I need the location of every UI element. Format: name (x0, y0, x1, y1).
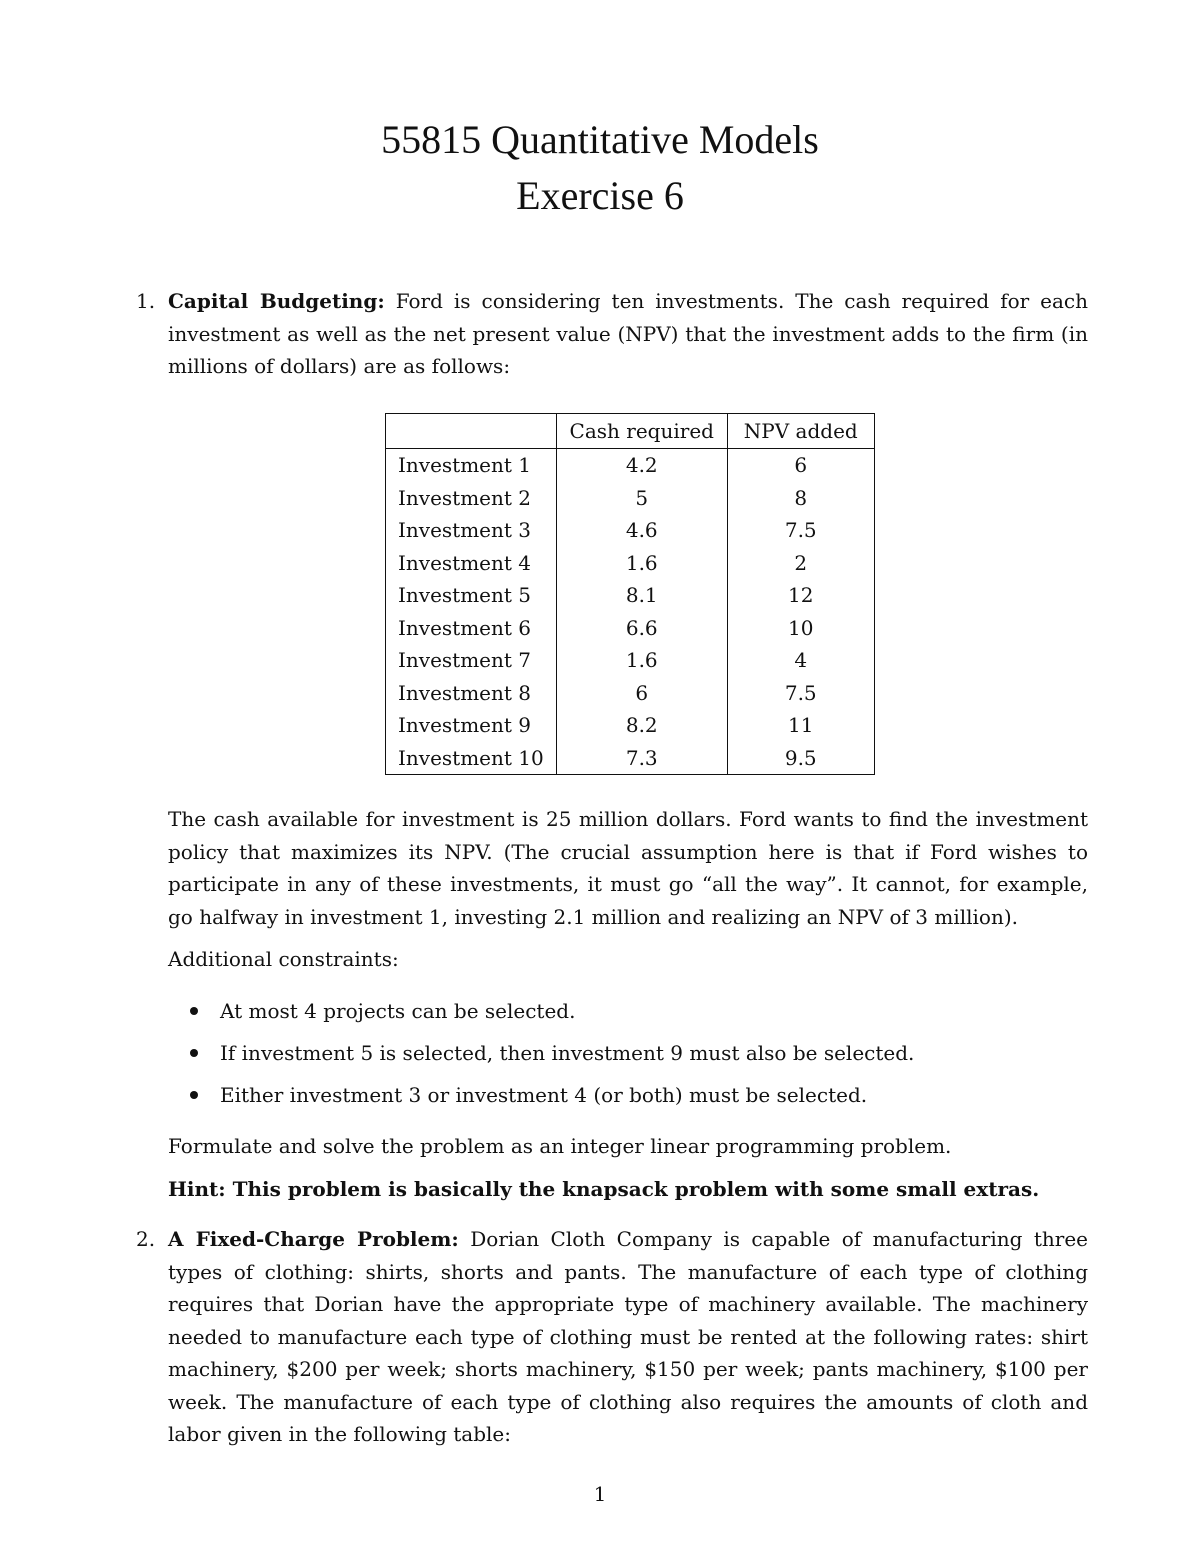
table-row (386, 742, 875, 775)
table-cell: 11 (727, 709, 874, 742)
table-cell: 8.2 (556, 709, 727, 742)
problem-1-number: 1. (136, 289, 156, 313)
table-cell: 6.6 (556, 612, 727, 645)
table-cell: 2 (727, 547, 874, 580)
constraint-text: Either investment 3 or investment 4 (or both) must be selected. (220, 1083, 868, 1107)
bullet-icon (190, 1007, 198, 1015)
table-cell: 4.6 (556, 514, 727, 547)
table-row (386, 482, 875, 515)
problem-1-intro (168, 285, 1088, 383)
table-cell: 1.6 (556, 547, 727, 580)
table-row (386, 677, 875, 710)
table-cell: Investment 3 (386, 514, 557, 547)
document-subtitle: Exercise 6 (516, 173, 684, 218)
table-cell: 6 (556, 677, 727, 710)
table-cell: Investment 2 (386, 482, 557, 515)
problem-1-instruction: Formulate and solve the problem as an integer linear programming problem. (168, 1134, 952, 1158)
table-cell: 6 (727, 449, 874, 482)
list-item (190, 995, 1090, 1037)
table-row (386, 449, 875, 482)
table-cell: Investment 4 (386, 547, 557, 580)
table-cell: 7.5 (727, 677, 874, 710)
table-cell: 7.3 (556, 742, 727, 775)
problem-2-heading: A Fixed-Charge Problem: (168, 1227, 459, 1251)
problem-1-body: The cash available for investment is 25 million dollars. Ford wants to find the investment policy that maximizes its NPV. (The crucial assumption here is that if Ford wishes to participate in any of these investments, it must go “all the way”. It cannot, for example, go halfway in investment 1, investing 2.1 million and realizing an NPV of 3 million). (168, 807, 1088, 929)
problem-2-text (168, 1223, 1088, 1451)
table-row (386, 709, 875, 742)
table-cell: 4.2 (556, 449, 727, 482)
page-number: 1 (593, 1482, 607, 1506)
table-cell: 4 (727, 644, 874, 677)
table-cell: Investment 8 (386, 677, 557, 710)
list-item (190, 1037, 1090, 1079)
table-cell: 10 (727, 612, 874, 645)
table-row (386, 579, 875, 612)
table-cell: 8 (727, 482, 874, 515)
bullet-icon (190, 1049, 198, 1057)
constraint-text: If investment 5 is selected, then investment 9 must also be selected. (220, 1041, 915, 1065)
bullet-icon (190, 1091, 198, 1099)
table-header-cell (386, 414, 557, 449)
table-row (386, 514, 875, 547)
table-cell: Investment 10 (386, 742, 557, 775)
table-header-row (386, 414, 875, 449)
table-row (386, 612, 875, 645)
table-cell: Investment 1 (386, 449, 557, 482)
document-title: 55815 Quantitative Models (381, 117, 819, 162)
table-cell: Investment 7 (386, 644, 557, 677)
problem-2-number: 2. (136, 1227, 156, 1251)
table-cell: Investment 9 (386, 709, 557, 742)
table-row (386, 547, 875, 580)
problem-2-body: Dorian Cloth Company is capable of manufacturing three types of clothing: shirts, shorts and pants. The manufacture of each type of clothing requires that Dorian have the appropriate type of machinery available. The machinery needed to manufacture each type of clothing must be rented at the following rates: shirt machinery, $200 per week; shorts machinery, $150 per week; pants machinery, $100 per week. The manufacture of each type of clothing also requires the amounts of cloth and labor given in the following table: (168, 1227, 1088, 1446)
table-cell: Investment 5 (386, 579, 557, 612)
table-cell: 1.6 (556, 644, 727, 677)
table-cell: 9.5 (727, 742, 874, 775)
table-cell: Investment 6 (386, 612, 557, 645)
table-cell: 8.1 (556, 579, 727, 612)
constraint-text: At most 4 projects can be selected. (220, 999, 576, 1023)
investment-table (385, 413, 875, 775)
table-header-cell: Cash required (556, 414, 727, 449)
table-cell: 12 (727, 579, 874, 612)
table-cell: 7.5 (727, 514, 874, 547)
problem-1-hint: Hint: This problem is basically the knapsack problem with some small extras. (168, 1177, 1040, 1201)
list-item (190, 1079, 1090, 1121)
problem-1-intro-text: Ford is considering ten investments. The cash required for each investment as well as the net present value (NPV) that the investment adds to the firm (in millions of dollars) are as follows: (168, 289, 1089, 378)
table-header-cell: NPV added (727, 414, 874, 449)
table-cell: 5 (556, 482, 727, 515)
constraints-list (190, 995, 1090, 1121)
table-row (386, 644, 875, 677)
constraints-label: Additional constraints: (168, 947, 399, 971)
problem-1-heading: Capital Budgeting: (168, 289, 385, 313)
